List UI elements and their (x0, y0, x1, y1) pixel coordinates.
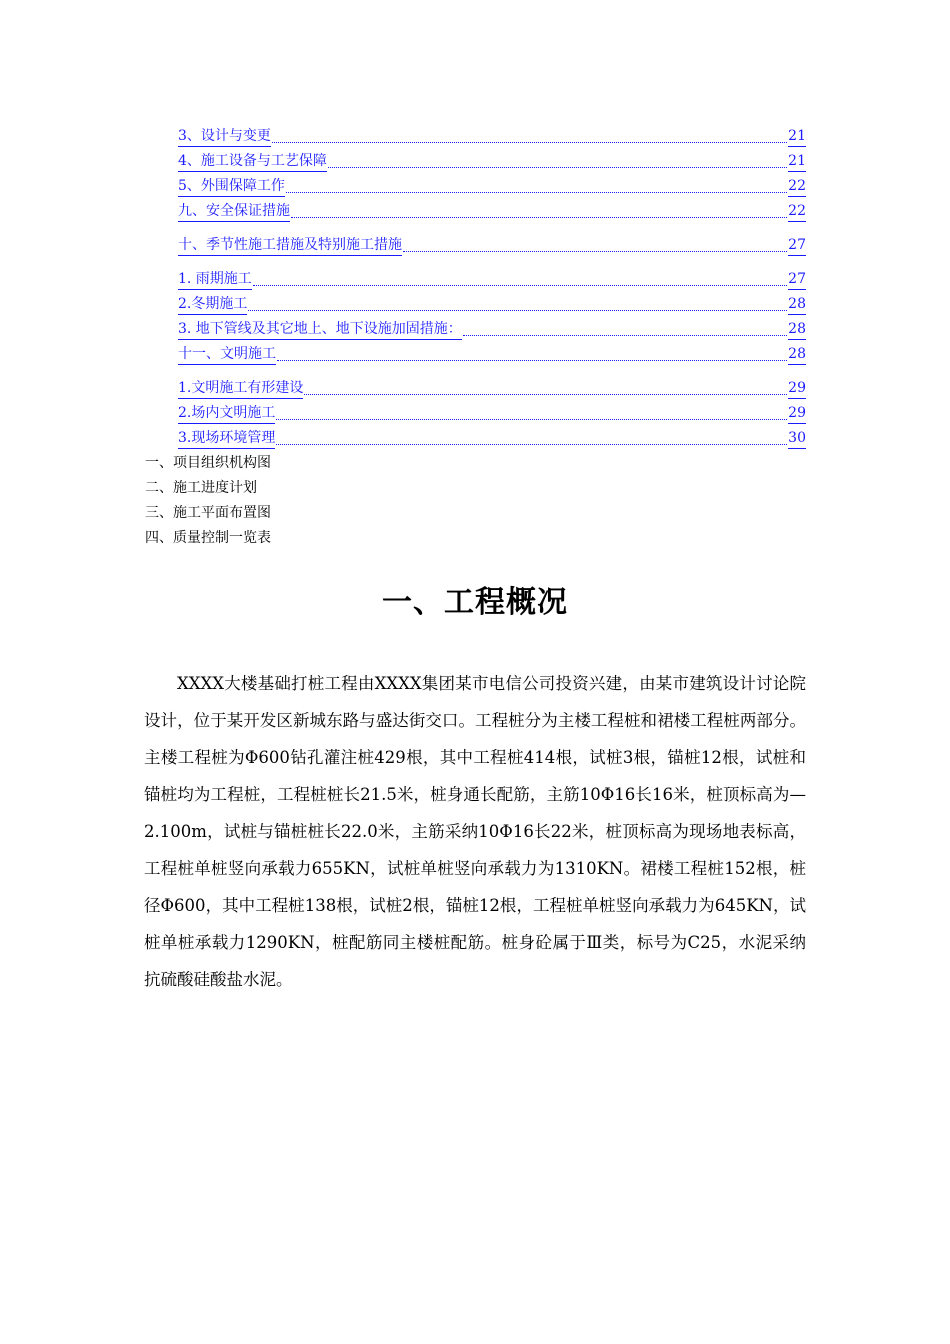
toc-leader-dots (304, 393, 787, 395)
toc-entry-page: 28 (788, 319, 806, 340)
toc-entry[interactable] (178, 270, 806, 290)
toc-entry-page: 21 (788, 151, 806, 172)
toc-entry[interactable] (178, 295, 806, 315)
toc-entry-page: 27 (788, 235, 806, 256)
appendix-item: 四、质量控制一览表 (145, 530, 271, 546)
appendix-item: 一、项目组织机构图 (145, 455, 271, 471)
toc-entry-page: 28 (788, 344, 806, 365)
toc-leader-dots (276, 443, 787, 445)
toc-entry[interactable] (178, 320, 806, 340)
toc-entry-title: 十、季节性施工措施及特别施工措施 (178, 235, 402, 256)
toc-entry-title: 4、施工设备与工艺保障 (178, 151, 327, 172)
toc-leader-dots (276, 418, 787, 420)
toc-entry-page: 27 (788, 269, 806, 290)
appendix-item: 二、施工进度计划 (145, 480, 257, 496)
appendix-item: 三、施工平面布置图 (145, 505, 271, 521)
toc-leader-dots (328, 166, 787, 168)
toc-entry-title: 3、设计与变更 (178, 126, 271, 147)
toc-entry[interactable] (178, 345, 806, 365)
toc-leader-dots (277, 359, 787, 361)
section-heading: 一、工程概况 (382, 585, 568, 620)
toc-entry-title: 3.现场环境管理 (178, 428, 275, 449)
toc-entry-title: 1.文明施工有形建设 (178, 378, 303, 399)
toc-entry[interactable] (178, 127, 806, 147)
toc-entry-page: 30 (788, 428, 806, 449)
toc-leader-dots (286, 191, 787, 193)
toc-leader-dots (248, 309, 787, 311)
toc-entry-title: 5、外围保障工作 (178, 176, 285, 197)
toc-leader-dots (253, 284, 787, 286)
toc-entry-title: 1. 雨期施工 (178, 269, 252, 290)
toc-entry[interactable] (178, 236, 806, 256)
toc-leader-dots (291, 216, 787, 218)
toc-entry-title: 九、安全保证措施 (178, 201, 290, 222)
toc-entry-page: 28 (788, 294, 806, 315)
toc-entry-page: 22 (788, 176, 806, 197)
toc-entry[interactable] (178, 379, 806, 399)
toc-entry[interactable] (178, 202, 806, 222)
toc-entry[interactable] (178, 404, 806, 424)
toc-leader-dots (272, 141, 787, 143)
toc-entry-page: 21 (788, 126, 806, 147)
toc-entry[interactable] (178, 152, 806, 172)
toc-leader-dots (463, 334, 787, 336)
toc-entry-title: 2.冬期施工 (178, 294, 247, 315)
toc-entry-page: 29 (788, 378, 806, 399)
toc-entry-title: 2.场内文明施工 (178, 403, 275, 424)
toc-entry-page: 22 (788, 201, 806, 222)
toc-entry-title: 十一、文明施工 (178, 344, 276, 365)
toc-leader-dots (403, 250, 787, 252)
toc-entry-title: 3. 地下管线及其它地上、地下设施加固措施： (178, 319, 462, 340)
toc-entry-page: 29 (788, 403, 806, 424)
toc-entry[interactable] (178, 429, 806, 449)
toc-entry[interactable] (178, 177, 806, 197)
body-paragraph: XXXX大楼基础打桩工程由XXXX集团某市电信公司投资兴建，由某市建筑设计讨论院设计，位于某开发区新城东路与盛达街交口。工程桩分为主楼工程桩和裙楼工程桩两部分。主楼工程桩为Φ600钻孔灌注桩429根，其中工程桩414根，试桩3根，锚桩12根，试桩和锚桩均为工程桩，工程桩桩长21.5米，桩身通长配筋，主筋10Φ16长16米，桩顶标高为—2.100m，试桩与锚桩桩长22.0米，主筋采纳10Φ16长22米，桩顶标高为现场地表标高，工程桩单桩竖向承载力655KN，试桩单桩竖向承载力为1310KN。裙楼工程桩152根，桩径Φ600，其中工程桩138根，试桩2根，锚桩12根，工程桩单桩竖向承载力为645KN，试桩单桩承载力1290KN，桩配筋同主楼桩配筋。桩身砼属于Ⅲ类，标号为C25，水泥采纳抗硫酸硅酸盐水泥。 (144, 674, 806, 989)
